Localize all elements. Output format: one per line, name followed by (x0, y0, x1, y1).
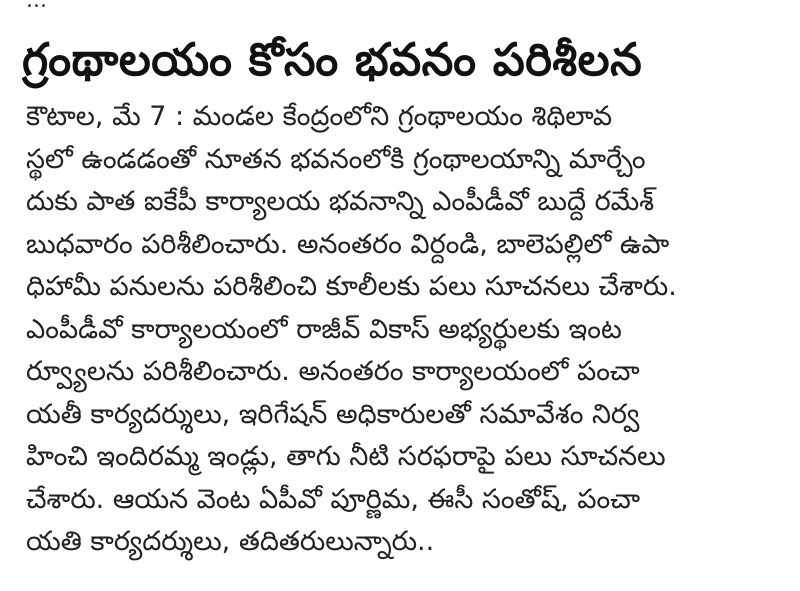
article-line: బుధవారం పరిశీలించారు. అనంతరం విర్దండి, బాలెపల్లిలో ఉపా (26, 228, 670, 260)
blank-margin (760, 0, 800, 591)
article-body (26, 96, 726, 564)
headline: గ్రంథాలయం కోసం భవనం పరిశీలన (22, 33, 643, 86)
article-line: ర్వ్యూలను పరిశీలించారు. అనంతరం కార్యాలయంలో పంచా (26, 356, 640, 387)
article-line: చేశారు. ఆయన వెంట ఏపీవో పూర్ణిమ, ఈసీ సంతోష్, పంచా (26, 483, 640, 515)
article-line: దుకు పాత ఐకేపీ కార్యాలయ భవనాన్ని ఎంపీడీవో బుద్దే రమేశ్ (26, 186, 655, 217)
article-line: కౌటాల, మే 7 : మండల కేంద్రంలోని గ్రంథాలయం శిథిలావ (26, 101, 613, 132)
article-line: యతి కార్యదర్శులు, తదితరులున్నారు.. (26, 526, 435, 557)
article-line: ధిహామీ పనులను పరిశీలించి కూలీలకు పలు సూచనలు చేశారు. (26, 271, 677, 302)
article-line: యతీ కార్యదర్శులు, ఇరిగేషన్ అధికారులతో సమావేశం నిర్వ (26, 398, 640, 430)
article-line: హించి ఇందిరమ్మ ఇండ్లు, తాగు నీటి సరఫరాపై పలు సూచనలు (26, 441, 666, 472)
article-line: ఎంపీడీవో కార్యాలయంలో రాజీవ్ వికాస్ అభ్యర్థులకు ఇంట (26, 313, 622, 345)
article-line: స్థలో ఉండడంతో నూతన భవనంలోకి గ్రంథాలయాన్ని మార్చేం (26, 143, 646, 175)
cropped-previous-text (26, 0, 726, 10)
